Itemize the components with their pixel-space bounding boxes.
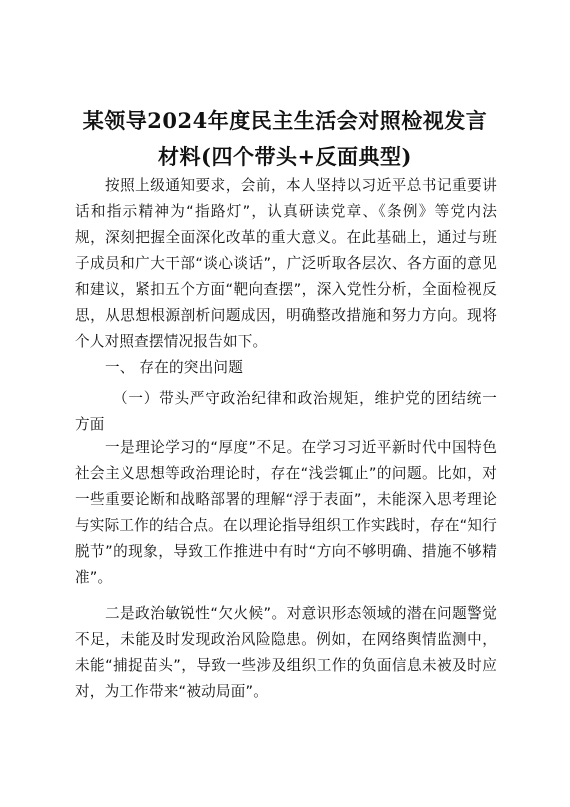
subsection-heading-political-discipline: （一）带头严守政治纪律和政治规矩，维护党的团结统一方面 [75, 390, 497, 433]
intro-paragraph: 按照上级通知要求，会前，本人坚持以习近平总书记重要讲话和指示精神为“指路灯”，认真研读党章、《条例》等党内法规，深刻把握全面深化改革的重大意义。在此基础上，通过与班子成员和广大干部“谈心谈话”，广泛听取各层次、各方面的意见和建议，紧扣五个方面“靶向查摆”，深入党性分析，全面检视反思，从思想根源剖析问题成因，明确整改措施和努力方向。现将个人对照查摆情况报告如下。 [75, 177, 497, 350]
paragraph-item-political-sensitivity: 二是政治敏锐性“欠火候”。对意识形态领域的潜在问题警觉不足，未能及时发现政治风险隐患。例如，在网络舆情监测中，未能“捕捉苗头”，导致一些涉及组织工作的负面信息未被及时应对，为工作带来“被动局面”。 [75, 605, 497, 700]
document-title-line-1: 某领导2024年度民主生活会对照检视发言 [82, 108, 488, 133]
paragraph-item-theory-study: 一是理论学习的“厚度”不足。在学习习近平新时代中国特色社会主义思想等政治理论时，存在“浅尝辄止”的问题。比如，对一些重要论断和战略部署的理解“浮于表面”，未能深入思考理论与实际工作的结合点。在以理论指导组织工作实践时，存在“知行脱节”的现象，导致工作推进中有时“方向不够明确、措施不够精准”。 [75, 439, 497, 586]
document-title-line-2: 材料(四个带头+反面典型) [158, 144, 412, 169]
section-heading-problems: 一、 存在的突出问题 [105, 359, 243, 376]
